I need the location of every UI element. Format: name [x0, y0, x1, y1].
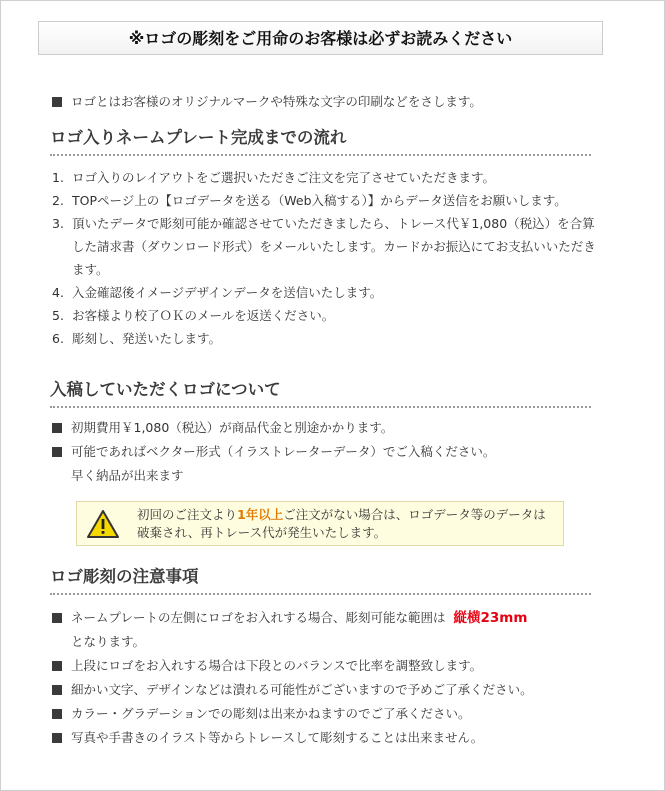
bullet-text [71, 606, 527, 630]
caution-bullets [52, 606, 597, 750]
section-heading-logo-submission: 入稿していただくロゴについて [50, 376, 591, 408]
step-number: 3. [52, 216, 64, 231]
bullet-text: 写真や手書きのイラスト等からトレースして彫刻することは出来ません。 [71, 730, 484, 745]
intro-text [52, 92, 482, 110]
bullet-text: 初期費用￥1,080（税込）が商品代金と別途かかります。 [71, 420, 394, 435]
list-item [52, 189, 597, 212]
bullet-text: カラー・グラデーションでの彫刻は出来かねますのでご了承ください。 [71, 706, 471, 721]
bullet-text: 細かい文字、デザインなどは潰れる可能性がございますので予めご了承ください。 [71, 682, 533, 697]
list-item [52, 678, 597, 702]
size-limit-highlight: 縦横23mm [453, 610, 528, 626]
step-text: 入金確認後イメージデザインデータを送信いたします。 [72, 285, 383, 300]
list-item [52, 281, 597, 304]
intro-label: ロゴとはお客様のオリジナルマークや特殊な文字の印刷などをさします。 [71, 94, 482, 109]
bullet-square-icon [52, 661, 62, 671]
notice-text [137, 506, 557, 542]
notice-text-post: ご注文がない場合は、ロゴデータ等のデータは破棄され、再トレース代が発生いたします。 [137, 507, 546, 540]
list-item [52, 304, 597, 327]
warning-icon [87, 509, 119, 539]
list-item [52, 606, 597, 630]
step-number: 4. [52, 285, 64, 300]
bullet-square-icon [52, 685, 62, 695]
step-text: TOPページ上の【ロゴデータを送る（Web入稿する）】からデータ送信をお願いします。 [72, 193, 567, 208]
step-number: 1. [52, 170, 64, 185]
bullet-square-icon [52, 709, 62, 719]
step-text: 頂いたデータで彫刻可能か確認させていただきましたら、トレース代￥1,080（税込）を合算した請求書（ダウンロード形式）をメールいたします。カードかお振込にてお支払いいただきます。 [72, 216, 596, 277]
list-item [52, 654, 597, 678]
bullet-square-icon [52, 613, 62, 623]
bullet-square-icon [52, 97, 62, 107]
step-text: ロゴ入りのレイアウトをご選択いただきご注文を完了させていただきます。 [72, 170, 496, 185]
list-item [52, 212, 597, 281]
list-item [52, 166, 597, 189]
bullet-continuation: となります。 [71, 634, 146, 649]
notice-highlight: 1年以上 [237, 507, 284, 522]
step-number: 2. [52, 193, 64, 208]
bullet-square-icon [52, 733, 62, 743]
bullet-square-icon [52, 447, 62, 457]
step-text: お客様より校了ＯＫのメールを返送ください。 [72, 308, 335, 323]
bullet-text: 可能であればベクター形式（イラストレーターデータ）でご入稿ください。 [71, 444, 496, 459]
step-text: 彫刻し、発送いたします。 [72, 331, 222, 346]
section-heading-flow: ロゴ入りネームプレート完成までの流れ [50, 124, 591, 156]
notice-text-pre: 初回のご注文より [137, 507, 238, 522]
list-item [52, 702, 597, 726]
list-item [52, 416, 597, 440]
flow-steps-list [52, 166, 597, 350]
list-item [52, 726, 597, 750]
step-number: 6. [52, 331, 64, 346]
bullet-text-pre: ネームプレートの左側にロゴをお入れする場合、彫刻可能な範囲は [71, 610, 446, 625]
bullet-continuation: 早く納品が出来ます [71, 468, 184, 483]
warning-notice [76, 501, 564, 546]
submission-bullets [52, 416, 597, 488]
list-item [52, 440, 597, 464]
bullet-square-icon [52, 423, 62, 433]
page-title: ※ロゴの彫刻をご用命のお客様は必ずお読みください [38, 21, 603, 55]
list-item [52, 327, 597, 350]
bullet-text: 上段にロゴをお入れする場合は下段とのバランスで比率を調整致します。 [71, 658, 483, 673]
section-heading-cautions: ロゴ彫刻の注意事項 [50, 563, 591, 595]
step-number: 5. [52, 308, 64, 323]
